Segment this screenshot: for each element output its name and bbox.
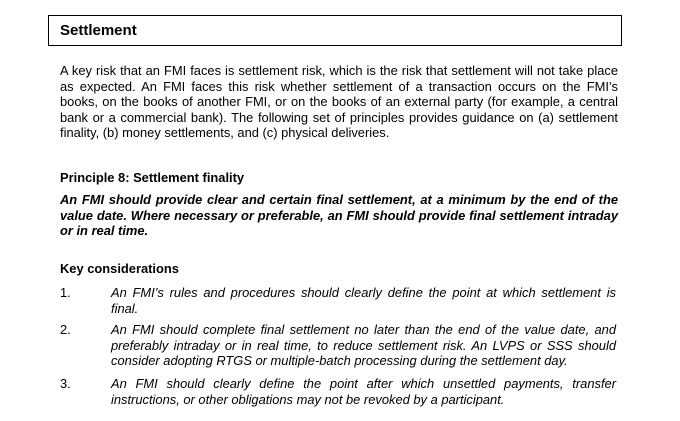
intro-paragraph: A key risk that an FMI faces is settlement risk, which is the risk that settlement will not take place as expected. An FMI faces this risk whether settlement of a transaction occurs on the FMI’s books, on the books of another FMI, or on the books of an external party (for example, a central bank or a commercial bank). The following set of principles provides guidance on (a) settlement finality, (b) money settlements, and (c) physical deliveries. <box>60 63 618 141</box>
item-text: An FMI’s rules and procedures should clearly define the point at which settlement is final. <box>111 285 616 316</box>
section-title: Settlement <box>60 22 137 39</box>
key-considerations-heading: Key considerations <box>60 261 179 276</box>
principle-heading: Principle 8: Settlement finality <box>60 170 245 185</box>
item-number: 3. <box>60 376 71 391</box>
item-number: 2. <box>60 322 71 337</box>
item-text: An FMI should clearly define the point after which unsettled payments, transfer instructions, or other obligations may not be revoked by a participant. <box>111 376 616 407</box>
principle-statement: An FMI should provide clear and certain final settlement, at a minimum by the end of the value date. Where necessary or preferable, an FMI should provide final settlement intraday or in real time. <box>60 192 618 239</box>
item-text: An FMI should complete final settlement no later than the end of the value date, and preferably intraday or in real time, to reduce settlement risk. An LVPS or SSS should consider adopting RTGS or multiple-batch processing during the settlement day. <box>111 322 616 369</box>
item-number: 1. <box>60 285 71 300</box>
section-header-box <box>48 15 622 46</box>
